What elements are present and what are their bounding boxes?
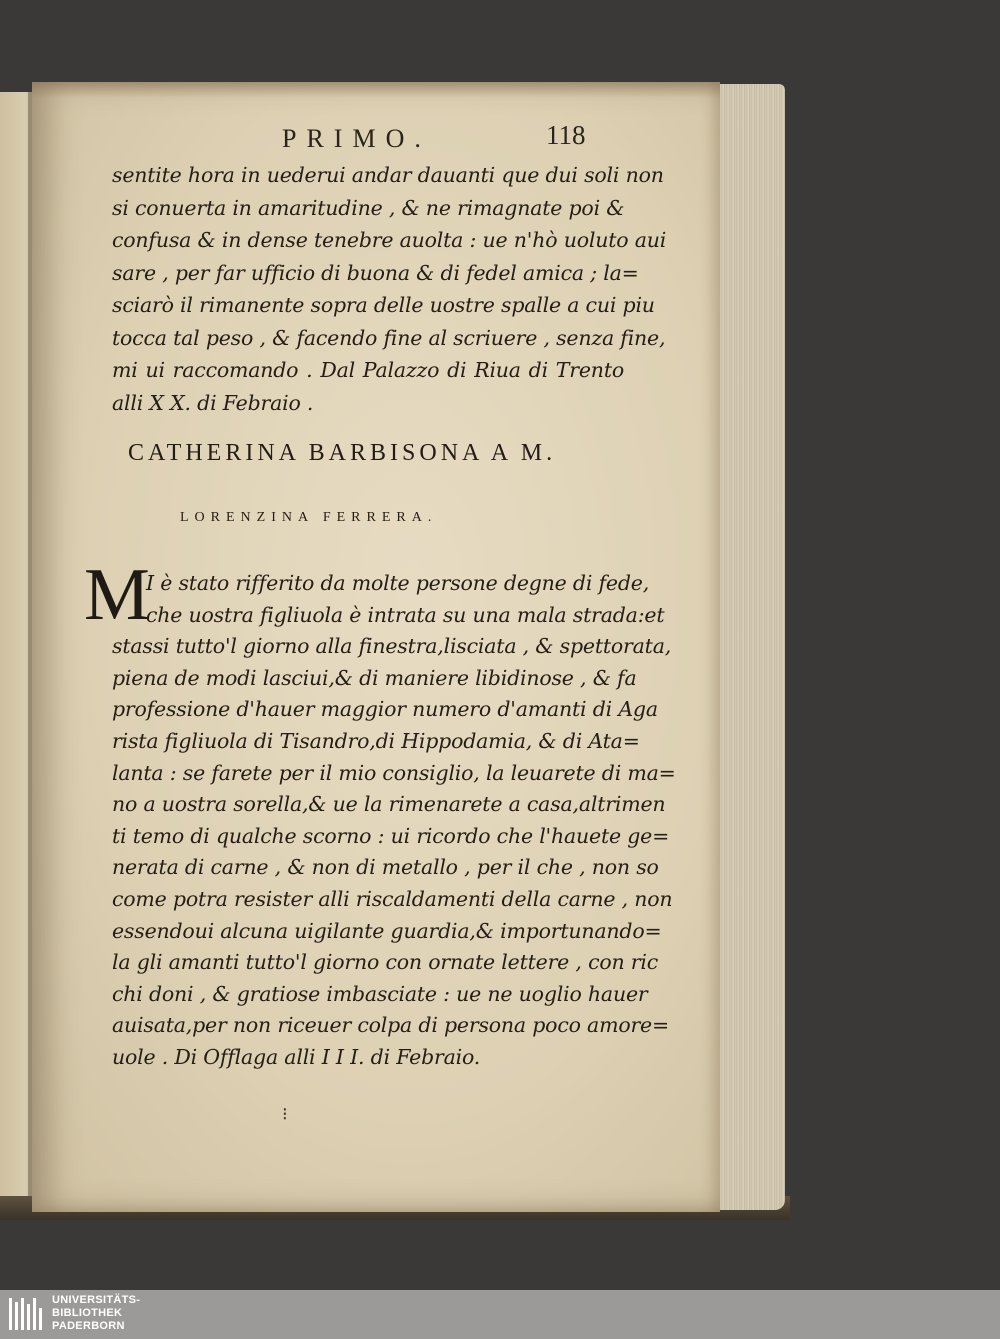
footer-bar: [0, 1290, 1000, 1339]
text-line: sciarò il rimanente sopra delle uostre spalle a cui piu: [112, 293, 655, 317]
text-line: I è stato rifferito da molte persone degne di fede,: [146, 571, 650, 595]
text-line: ti temo di qualche scorno : ui ricordo che l'hauete ge=: [112, 823, 670, 848]
text-line: la gli amanti tutto'l giorno con ornate lettere , con ric: [112, 950, 659, 975]
page-top-shade: [32, 82, 720, 98]
signature-mark: ⁝: [282, 1104, 288, 1125]
logo-line-1: UNIVERSITÄTS-: [52, 1294, 141, 1306]
logo-line-3: PADERBORN: [52, 1320, 125, 1332]
text-line: alli X X. di Febraio .: [112, 390, 314, 415]
text-line: sare , per far ufficio di buona & di fedel amica ; la=: [112, 260, 639, 285]
library-logo-text: [52, 1294, 140, 1333]
text-line: nerata di carne , & non di metallo , per il che , non so: [112, 855, 659, 880]
letter-2-heading: CATHERINA BARBISONA A M.: [128, 440, 557, 466]
running-head: PRIMO.: [282, 124, 431, 153]
text-line: tocca tal peso , & facendo fine al scriuere , senza fine,: [112, 325, 666, 350]
text-line: stassi tutto'l giorno alla finestra,lisciata , & spettorata,: [112, 634, 672, 659]
text-line: come potra resister alli riscaldamenti della carne , non: [112, 887, 673, 911]
logo-line-2: BIBLIOTHEK: [52, 1307, 123, 1319]
text-line: auisata,per non riceuer colpa di persona poco amore=: [112, 1013, 669, 1038]
text-line: professione d'hauer maggior numero d'amanti di Aga: [112, 697, 658, 722]
text-line: sentite hora in uederui andar dauanti que dui soli non: [112, 163, 664, 187]
text-line: lanta : se farete per il mio consiglio, la leuarete di ma=: [112, 760, 676, 785]
text-line: si conuerta in amaritudine , & ne rimagnate poi &: [112, 195, 625, 220]
letter-2-subheading: LORENZINA FERRERA.: [180, 510, 438, 525]
text-line: rista figliuola di Tisandro,di Hippodamia, & di Ata=: [112, 729, 640, 753]
text-line: che uostra figliuola è intrata su una mala strada:et: [146, 602, 665, 627]
text-line: no a uostra sorella,& ue la rimenarete a casa,altrimen: [112, 792, 666, 817]
text-line: chi doni , & gratiose imbasciate : ue ne uoglio hauer: [112, 981, 648, 1006]
page-number: 118: [546, 120, 586, 150]
text-line: piena de modi lasciui,& di maniere libidinose , & fa: [112, 665, 637, 690]
drop-initial: M: [84, 554, 150, 636]
text-line: essendoui alcuna uigilante guardia,& importunando=: [112, 918, 662, 943]
text-line: mi ui raccomando . Dal Palazzo di Riua di Trento: [112, 358, 624, 382]
library-logo-icon: [6, 1294, 46, 1334]
text-line: uole . Di Offlaga alli I I I. di Febraio.: [112, 1045, 481, 1069]
text-line: confusa & in dense tenebre auolta : ue n'hò uoluto aui: [112, 228, 667, 252]
